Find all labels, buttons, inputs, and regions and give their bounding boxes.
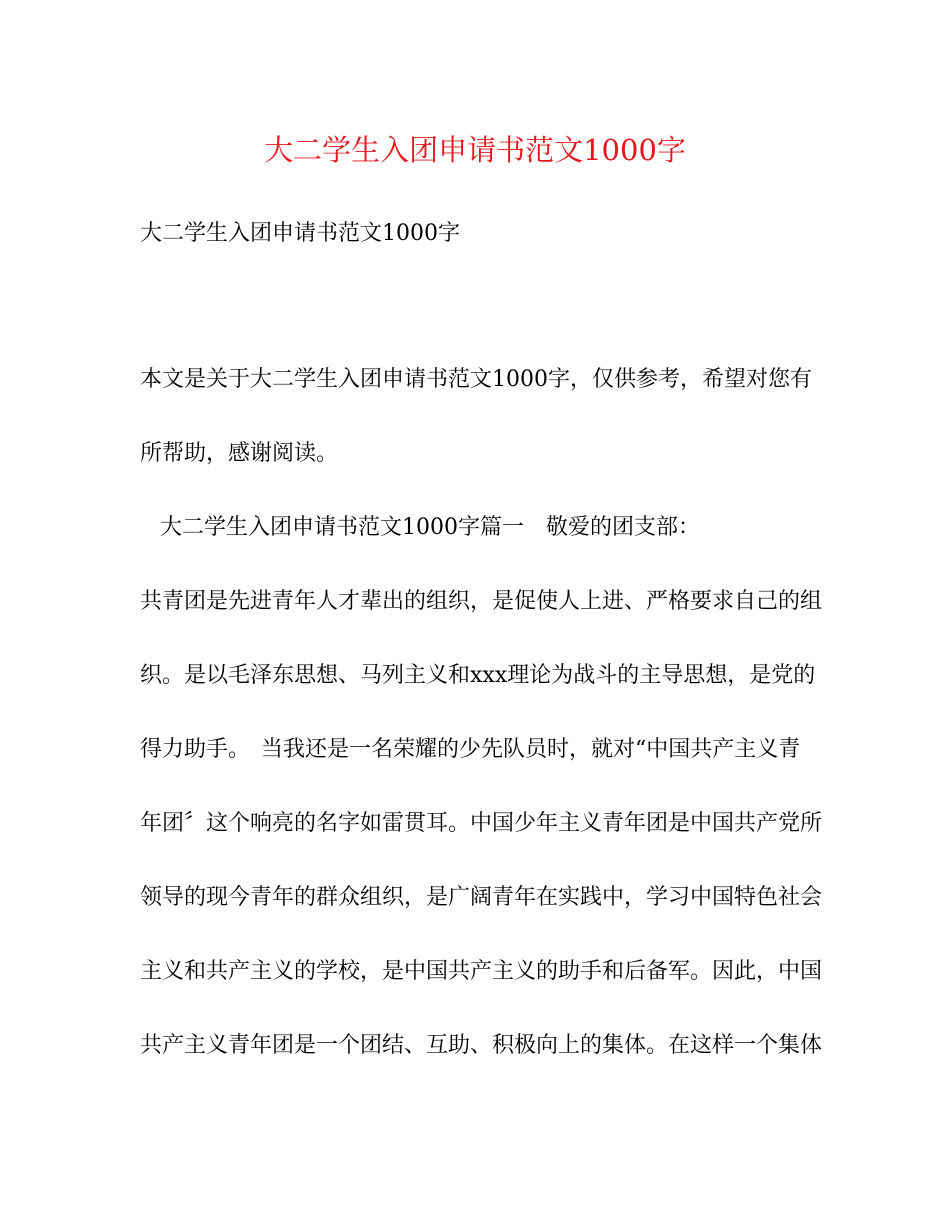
document-body bbox=[140, 362, 823, 1102]
document-subtitle: 大二学生入团申请书范文1000字 bbox=[140, 221, 460, 246]
body-line: 主义和共产主义的学校，是中国共产主义的助手和后备军。因此，中国 bbox=[140, 959, 823, 984]
body-line: 本文是关于大二学生入团申请书范文1000字，仅供参考，希望对您有 bbox=[140, 367, 812, 392]
body-line: 得力助手。 当我还是一名荣耀的少先队员时，就对“中国共产主义青 bbox=[140, 737, 801, 762]
body-line: 织。是以毛泽东思想、马列主义和xxx理论为战斗的主导思想，是党的 bbox=[140, 663, 816, 688]
body-line: 年团〞这个响亮的名字如雷贯耳。中国少年主义青年团是中国共产党所 bbox=[140, 811, 823, 836]
body-line: 共青团是先进青年人才辈出的组织，是促使人上进、严格要求自己的组 bbox=[140, 589, 823, 614]
body-line: 领导的现今青年的群众组织，是广阔青年在实践中，学习中国特色社会 bbox=[140, 885, 823, 910]
section-heading-line: 大二学生入团申请书范文1000字篇一 敬爱的团支部： bbox=[160, 515, 700, 540]
body-line: 所帮助，感谢阅读。 bbox=[140, 441, 339, 466]
body-line: 共产主义青年团是一个团结、互助、积极向上的集体。在这样一个集体 bbox=[140, 1033, 823, 1058]
document-title: 大二学生入团申请书范文1000字 bbox=[264, 133, 686, 167]
